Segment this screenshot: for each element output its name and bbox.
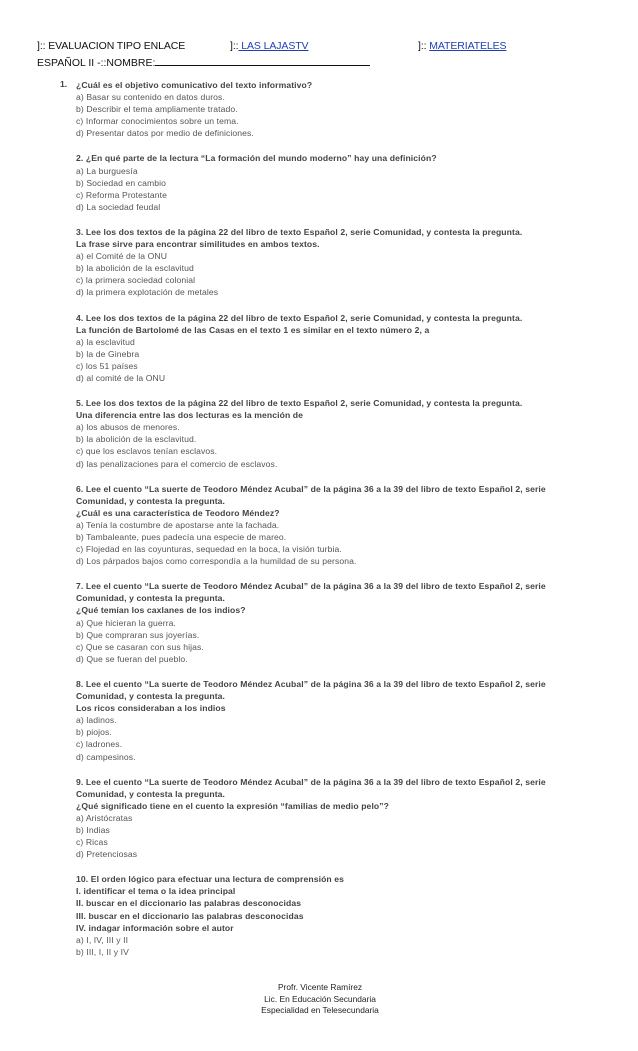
header-materials xyxy=(418,40,506,52)
answer-option[interactable]: b) Tambaleante, pues padecía una especie de mareo. xyxy=(76,532,287,542)
answer-option[interactable]: d) Pretenciosas xyxy=(76,849,138,860)
answer-option[interactable]: a) los abusos de menores. xyxy=(76,422,180,433)
question-text: 5. Lee los dos textos de la página 22 del libro de texto Español 2, serie Comunidad, y contesta la pregunta. xyxy=(76,398,523,409)
teacher-signature-block xyxy=(230,982,410,1017)
answer-option[interactable]: b) la abolición de la esclavitud. xyxy=(76,434,197,445)
answer-option[interactable]: d) La sociedad feudal xyxy=(76,201,161,212)
answer-option[interactable]: a) el Comité de la ONU xyxy=(76,251,168,262)
question-text: Una diferencia entre las dos lecturas es la mención de xyxy=(76,410,304,421)
answer-option[interactable]: a) Que hicieran la guerra. xyxy=(76,617,177,628)
header-materials-prefix: ]:: xyxy=(418,40,430,52)
answer-option[interactable]: c) Informar conocimientos sobre un tema. xyxy=(76,116,239,127)
question-text: 7. Lee el cuento “La suerte de Teodoro Méndez Acubal” de la página 36 a la 39 del libro de texto Español 2, serie xyxy=(76,581,546,592)
answer-option[interactable]: a) Basar su contenido en datos duros. xyxy=(76,92,225,103)
question-text: ¿Qué temían los caxlanes de los indios? xyxy=(76,605,246,616)
question-text: ¿Cuál es el objetivo comunicativo del texto informativo? xyxy=(76,80,313,90)
teacher-degree: Lic. En Educación Secundaria xyxy=(264,993,376,1004)
question-9 xyxy=(76,776,606,861)
question-text: Comunidad, y contesta la pregunta. xyxy=(76,495,226,506)
header-school xyxy=(230,40,308,52)
answer-option[interactable]: a) ladinos. xyxy=(76,715,117,726)
teacher-specialty: Especialidad en Telesecundaria xyxy=(261,1005,379,1016)
answer-option[interactable]: c) la primera sociedad colonial xyxy=(76,275,196,286)
question-6 xyxy=(76,483,606,568)
question-text: 10. El orden lógico para efectuar una lectura de comprensión es xyxy=(76,874,345,885)
question-4 xyxy=(76,312,606,385)
question-text: 9. Lee el cuento “La suerte de Teodoro Méndez Acubal” de la página 36 a la 39 del libro de texto Español 2, serie xyxy=(76,776,546,787)
question-text: ¿Cuál es una característica de Teodoro Méndez? xyxy=(76,507,280,518)
question-text: 8. Lee el cuento “La suerte de Teodoro Méndez Acubal” de la página 36 a la 39 del libro de texto Español 2, serie xyxy=(76,678,546,689)
question-text: 2. ¿En qué parte de la lectura “La formación del mundo moderno” hay una definición? xyxy=(76,153,437,164)
question-number: 1. xyxy=(60,79,68,89)
question-7 xyxy=(76,580,606,665)
answer-option[interactable]: d) al comité de la ONU xyxy=(76,372,166,383)
answer-option[interactable]: c) que los esclavos tenían esclavos. xyxy=(76,446,218,457)
question-3 xyxy=(76,226,606,299)
question-text: Comunidad, y contesta la pregunta. xyxy=(76,788,226,799)
answer-option[interactable]: b) Sociedad en cambio xyxy=(76,177,167,188)
question-1 xyxy=(60,79,606,139)
answer-option[interactable]: d) las penalizaciones para el comercio de esclavos. xyxy=(76,458,278,469)
question-text: 4. Lee los dos textos de la página 22 del libro de texto Español 2, serie Comunidad, y contesta la pregunta. xyxy=(76,312,523,323)
answer-option[interactable]: d) Que se fueran del pueblo. xyxy=(76,653,188,664)
school-link[interactable]: LAS LAJASTV xyxy=(238,40,309,52)
answer-option[interactable]: c) ladrones. xyxy=(76,739,123,750)
answer-option[interactable]: a) Aristócratas xyxy=(76,812,133,823)
answer-option[interactable]: b) Describir el tema ampliamente tratado. xyxy=(76,104,238,115)
subject-name-line xyxy=(37,55,370,69)
answer-option[interactable]: b) piojos. xyxy=(76,727,112,738)
answer-option[interactable]: d) campesinos. xyxy=(76,751,136,762)
answer-option[interactable]: c) Que se casaran con sus hijas. xyxy=(76,641,204,652)
materials-link[interactable]: MATERIATELES xyxy=(429,40,507,52)
answer-option[interactable]: b) Indias xyxy=(76,824,110,835)
answer-option[interactable]: b) III, I, II y IV xyxy=(76,946,129,957)
question-text: Comunidad, y contesta la pregunta. xyxy=(76,593,226,604)
answer-option[interactable]: b) la de Ginebra xyxy=(76,348,140,359)
answer-option[interactable]: a) I, IV, III y II xyxy=(76,934,129,945)
subject-name-label: ESPAÑOL II -::NOMBRE: xyxy=(37,57,156,69)
answer-option[interactable]: c) Reforma Protestante xyxy=(76,189,168,200)
teacher-name: Profr. Vicente Ramírez xyxy=(277,982,363,992)
question-8 xyxy=(76,678,606,763)
header-school-prefix: ]:: xyxy=(230,40,239,52)
header-title: ]:: EVALUACION TIPO ENLACE xyxy=(37,40,186,52)
answer-option[interactable]: a) la esclavitud xyxy=(76,336,135,347)
answer-option[interactable]: b) la abolición de la esclavitud xyxy=(76,263,194,274)
answer-option[interactable]: b) Que compraran sus joyerías. xyxy=(76,629,200,640)
answer-option[interactable]: d) Los párpados bajos como correspondía a la humildad de su persona. xyxy=(76,556,357,567)
question-text: La función de Bartolomé de las Casas en el texto 1 es similar en el texto número 2, a xyxy=(76,324,430,335)
question-text: IV. indagar información sobre el autor xyxy=(76,922,234,933)
answer-option[interactable]: a) Tenía la costumbre de apostarse ante la fachada. xyxy=(76,519,280,530)
questions-list xyxy=(0,79,638,971)
answer-option[interactable]: c) Flojedad en las coyunturas, sequedad en la boca, la visión turbia. xyxy=(76,544,342,555)
answer-option[interactable]: a) La burguesía xyxy=(76,165,138,176)
answer-option[interactable]: c) Ricas xyxy=(76,837,108,848)
question-text: 3. Lee los dos textos de la página 22 del libro de texto Español 2, serie Comunidad, y contesta la pregunta. xyxy=(76,226,523,237)
question-text: Comunidad, y contesta la pregunta. xyxy=(76,691,226,702)
answer-option[interactable]: d) Presentar datos por medio de definiciones. xyxy=(76,128,254,139)
question-text: ¿Qué significado tiene en el cuento la expresión “familias de medio pelo”? xyxy=(76,800,390,811)
question-text: III. buscar en el diccionario las palabras desconocidas xyxy=(76,910,304,921)
question-text: Los ricos consideraban a los indios xyxy=(76,703,226,714)
question-5 xyxy=(76,397,606,470)
question-text: I. identificar el tema o la idea principal xyxy=(76,886,236,897)
question-text: 6. Lee el cuento “La suerte de Teodoro Méndez Acubal” de la página 36 a la 39 del libro de texto Español 2, serie xyxy=(76,483,546,494)
question-text: II. buscar en el diccionario las palabras desconocidas xyxy=(76,898,302,909)
answer-option[interactable]: d) la primera explotación de metales xyxy=(76,287,219,298)
name-blank-line[interactable] xyxy=(155,55,370,66)
answer-option[interactable]: c) los 51 países xyxy=(76,360,138,371)
question-10 xyxy=(76,873,606,958)
question-2 xyxy=(76,152,606,212)
question-text: La frase sirve para encontrar similitudes en ambos textos. xyxy=(76,239,320,250)
